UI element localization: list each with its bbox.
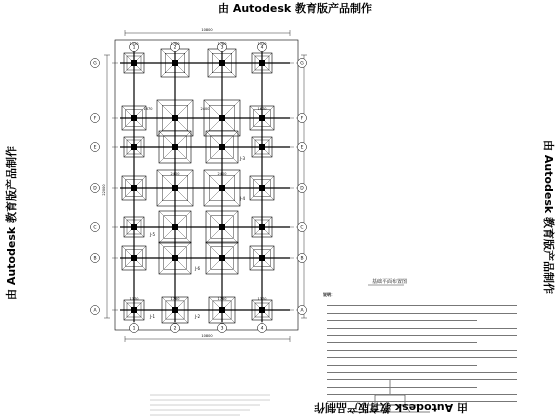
note-line xyxy=(327,343,517,350)
column xyxy=(131,144,137,150)
column xyxy=(219,255,225,261)
grid-bubble-label: E xyxy=(93,145,97,151)
note-line xyxy=(327,321,517,328)
column xyxy=(131,185,137,191)
column xyxy=(219,115,225,121)
section-mark: J-6 xyxy=(195,266,201,271)
note-line xyxy=(327,336,477,343)
dimension-text: 2400 xyxy=(217,172,227,176)
note-line xyxy=(327,395,517,402)
watermark-left: 由 Autodesk 教育版产品制作 xyxy=(5,145,18,300)
grid-bubble-label: 4 xyxy=(260,326,264,332)
dimension-text: 2400 xyxy=(170,172,180,176)
section-mark: J-2 xyxy=(195,314,201,319)
note-line xyxy=(327,358,477,365)
column xyxy=(172,115,178,121)
column xyxy=(259,255,265,261)
column xyxy=(131,255,137,261)
section-mark: J-3 xyxy=(240,156,246,161)
note-line xyxy=(327,351,517,358)
grid-bubble-label: C xyxy=(300,225,304,231)
dimension-text: 10800 xyxy=(201,28,213,32)
grid-bubble-label: E xyxy=(300,145,304,151)
column xyxy=(172,307,178,313)
column xyxy=(131,115,137,121)
grid-bubble-label: G xyxy=(93,61,97,67)
dimension-text: 1760 xyxy=(217,42,227,46)
column xyxy=(259,185,265,191)
column xyxy=(219,144,225,150)
note-line xyxy=(327,306,517,313)
grid-bubble-label: 3 xyxy=(220,45,224,51)
grid-bubble-label: F xyxy=(300,116,304,122)
dimension-text: 1760 xyxy=(217,297,227,301)
section-mark: J-1 xyxy=(150,314,156,319)
section-mark: J-4 xyxy=(240,196,246,201)
column xyxy=(131,224,137,230)
column xyxy=(172,144,178,150)
dimension-text: 1670 xyxy=(143,107,153,111)
notes-title: 说明： xyxy=(323,292,335,297)
footings xyxy=(122,49,274,323)
column xyxy=(131,307,137,313)
grid-bubble-label: A xyxy=(93,308,97,314)
grid-bubble-label: F xyxy=(93,116,97,122)
section-marks xyxy=(149,156,245,319)
watermark-right: 由 Autodesk 教育版产品制作 xyxy=(542,140,555,295)
note-line xyxy=(327,380,477,387)
dimension-text: 1530 xyxy=(129,42,139,46)
grid-bubble-label: D xyxy=(300,186,304,192)
dimension-text: 1760 xyxy=(170,42,180,46)
dimension-text: 10800 xyxy=(201,334,213,338)
grid-bubble-label: G xyxy=(300,61,304,67)
notes-text-block xyxy=(327,299,517,402)
grid-bubble-label: 3 xyxy=(220,326,224,332)
note-line xyxy=(327,299,517,306)
dimension-text: 1760 xyxy=(170,297,180,301)
column xyxy=(259,144,265,150)
grid-bubble-label: 1 xyxy=(132,45,136,51)
grid-bubble-label: A xyxy=(300,308,304,314)
column xyxy=(219,307,225,313)
column xyxy=(172,60,178,66)
column xyxy=(172,255,178,261)
column xyxy=(131,60,137,66)
dimension-text: 2400 xyxy=(200,107,210,111)
column xyxy=(219,185,225,191)
watermark-top: 由 Autodesk 教育版产品制作 xyxy=(218,2,373,15)
column xyxy=(219,224,225,230)
column xyxy=(172,185,178,191)
dimension-texts xyxy=(102,28,266,338)
plan-title: 基础平面布置图 xyxy=(372,279,408,285)
grid-bubble-label: 2 xyxy=(173,326,177,332)
column xyxy=(259,115,265,121)
note-line xyxy=(327,366,517,373)
grid-bubble-label: B xyxy=(300,256,304,262)
grid-bubble-label: 2 xyxy=(173,45,177,51)
grid-bubble-label: B xyxy=(93,256,97,262)
note-line xyxy=(327,373,517,380)
watermark-bottom: 由 Autodesk 教育版产品制作 xyxy=(313,401,468,414)
dimension-text: 22000 xyxy=(102,184,106,196)
column xyxy=(259,307,265,313)
bottom-notes xyxy=(150,395,270,415)
grid-bubble-label: D xyxy=(93,186,97,192)
column xyxy=(219,60,225,66)
dimension-text: 1530 xyxy=(257,42,267,46)
dimension-text: 1670 xyxy=(257,107,267,111)
note-line xyxy=(327,388,517,395)
grid-bubble-label: 4 xyxy=(260,45,264,51)
grid-bubble-label: C xyxy=(93,225,97,231)
grid-bubble-label: 1 xyxy=(132,326,136,332)
note-line xyxy=(327,329,517,336)
column xyxy=(259,60,265,66)
section-mark: J-5 xyxy=(150,232,156,237)
dimension-text: 1370 xyxy=(257,297,267,301)
column xyxy=(172,224,178,230)
column xyxy=(259,224,265,230)
dimension-text: 1370 xyxy=(129,297,139,301)
note-line xyxy=(327,314,477,321)
top-dimension-line xyxy=(125,30,290,342)
